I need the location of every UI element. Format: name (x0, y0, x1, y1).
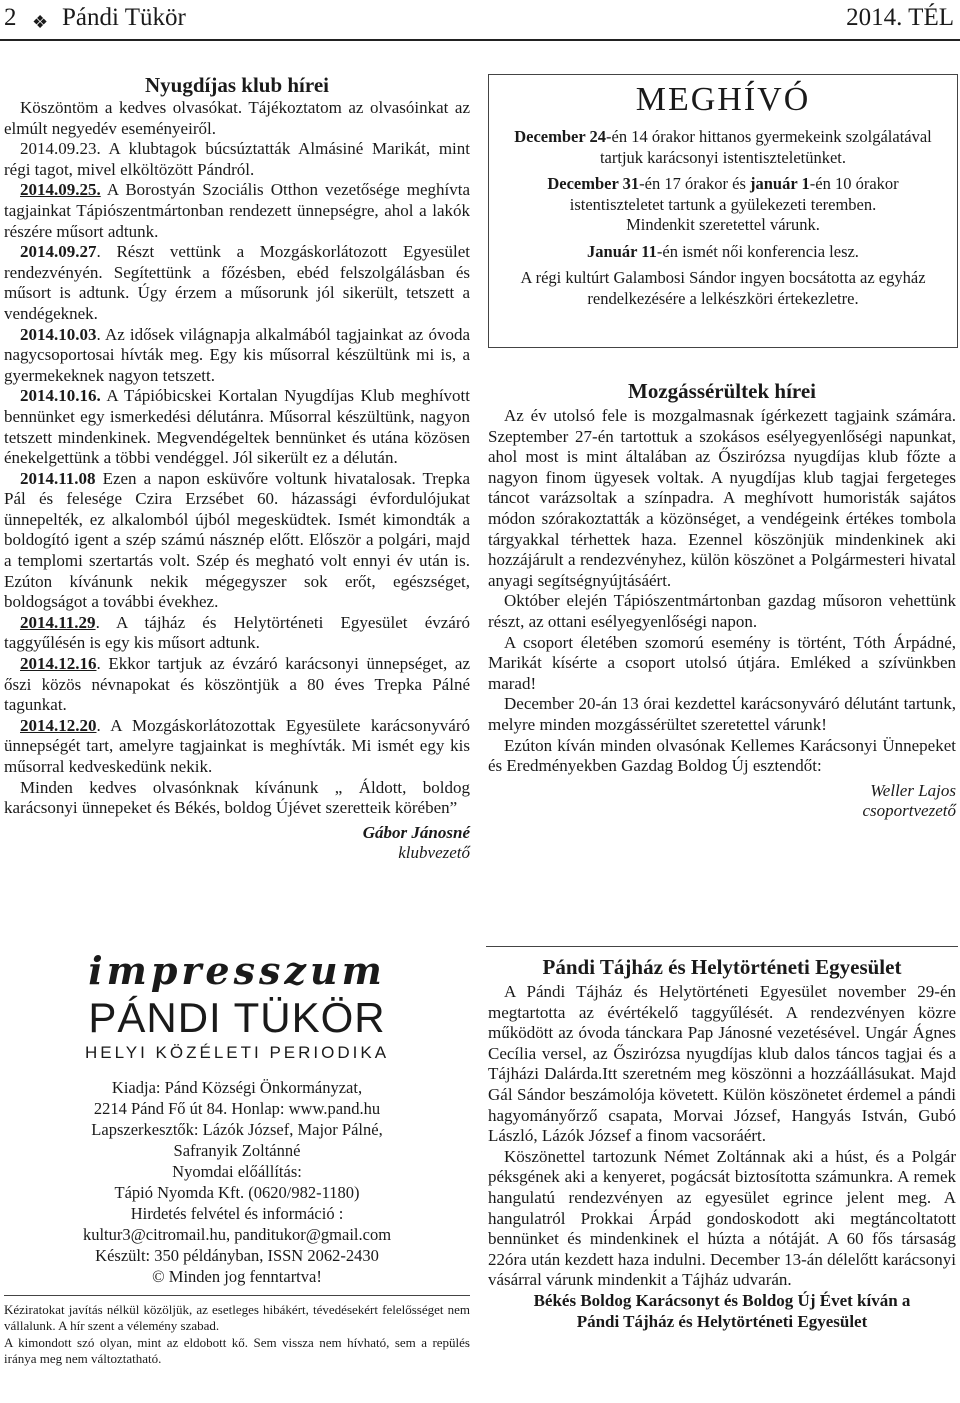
page-header (0, 0, 960, 40)
article-paragraph: A Pándi Tájház és Helytörténeti Egyesület november 29-én megtartotta az évértékelő taggyűlését. A rendezvényen közre működött az óvoda tánckara Pap Jánosné vezetésével. Ungár Ágnes Cecília versel, az Őszirózsa nyugdíjas klub dalos táncos tagjai és a Tájházi Dalárda.Itt szeretném meg köszönni a hozzáállásukat. Majd Gál Sándor beszámolója követett. Külön köszönetet érdemel a pándi hagyományőrző csapata, Morvai József, Hangyás István, Gubó László, Lázók József a finom vacsoráért. (488, 982, 956, 1146)
pensioner-club-article (4, 72, 470, 864)
invitation-title: MEGHÍVÓ (635, 81, 811, 118)
article-paragraph: Ezúton kíván minden olvasónak Kellemes Karácsonyi Ünnepeket és Eredményekben Gazdag Boldog Új esztendőt: (488, 735, 956, 776)
article-body (488, 406, 956, 777)
impresszum-line: Kiadja: Pánd Községi Önkormányzat, (111, 1078, 363, 1097)
impresszum-line: © Minden jog fenntartva! (152, 1267, 322, 1286)
entry-text: . Az idősek világnapja alkalmából tagjainkat az óvoda nagycsoportosai hívták meg. Egy kis műsorral készültünk mi is, a gyermekeknek nagyon tetszett. (4, 324, 470, 385)
article-paragraph: Köszönettel tartozunk Német Zoltánnak aki a húst, és a Polgár péksgének aki a kenyeret, pogácsát biztosította számunkra. A remek hangulatú rendezvényen az egyesület egrince jelent meg. A hangulatról Prokkai Árpád gondoskodott aki megtáncoltatott bennünket és mindenkinek el húzta a nótáját. A 60 fős társaság 22óra után kezdett haza indulni. December 13-án délelőtt karácsonyi vásárral várunk mindenkit a Tájház udvarán. (488, 1146, 956, 1290)
club-entry (4, 139, 470, 180)
issue-label: 2014. TÉL (846, 4, 954, 31)
entry-text: . Ekkor tartjuk az évzáró karácsonyi ünnepséget, az őszi közös névnapokat és köszöntjük a 80 éves Trepka Pálné tagunkat. (4, 654, 470, 715)
impresszum-line: 2214 Pánd Fő út 84. Honlap: www.pand.hu (93, 1099, 381, 1118)
invitation-p4: A régi kultúrt Galambosi Sándor ingyen bocsátotta az egyház rendelkezésére a lelkészköri értekezletre. (520, 268, 926, 308)
signature-role: klubvezető (398, 843, 470, 863)
museum-article (488, 954, 956, 1332)
section-divider (486, 946, 958, 947)
entries-list (4, 139, 470, 777)
signature-name: Weller Lajos (870, 780, 956, 800)
invitation-p2: December 31-én 17 órakor és január 1-én 10 órakor istentiszteletet tartunk a gyülekezeti teremben. (547, 174, 899, 214)
invitation-box (488, 74, 958, 348)
impresszum-line: Safranyik Zoltánné (173, 1141, 301, 1160)
disclaimer-1: Kéziratokat javítás nélkül közöljük, az esetleges hibákért, tévedésekért felelősséget nem vállalunk. A hír szent a vélemény szabad. (4, 1302, 470, 1334)
article-paragraph: Október elején Tápiószentmártonban gazdag műsoron vehettünk részt, az ottani esélyegyenlőségi napon. (488, 591, 956, 631)
article-title: Mozgássérültek hírei (628, 379, 816, 403)
article-paragraph: Az év utolsó fele is mozgalmasnak ígérkezett tagjaink számára. Szeptember 27-én tartottuk a szokásos esélyegyenlőségi napunkat, ahol most is mint általában az Őszirózsa nyugdíjas klub főzte a nagyon finom ügyesek voltak. A nyugdíjas klub tagjai fergeteges táncot varázsoltak a színpadra. A meghívott humoristák sajátos módon szórakoztatták a közönséget, a vendégeink értékes tombola tárgyakkal térhettek haza. Ezennel köszönjük mindenkinek aki hozzájárult a rendezvényhez, külön köszönet a Polgármesteri hivatal anyagi segítségnyújtásáért. (488, 406, 956, 590)
entry-text: A Tápióbicskei Kortalan Nyugdíjas Klub meghívott bennünket egy ismerkedési délutánra. Műsorral készültünk, nagyon tetszett mindenkinek. Megvendégeltek bennünket és utána közösen énekelgettünk a többi vendéggel. Jól sikerült ez a délután. (4, 386, 470, 468)
impresszum-line: Lapszerkesztők: Lázók József, Major Pálné, (91, 1120, 383, 1139)
masthead-subtitle: HELYI KÖZÉLETI PERIODIKA (84, 1043, 390, 1062)
club-entry (4, 613, 470, 654)
entry-text: . A tájház és Helytörténeti Egyesület évzáró taggyűlésén is egy kis műsort adtunk. (4, 612, 470, 653)
article-intro: Köszöntöm a kedves olvasókat. Tájékoztatom az olvasóinkat az elmúlt negyedév eseményeiről. (4, 98, 470, 138)
entry-date: 2014.09.25. (20, 180, 101, 200)
closing-line-2: Pándi Tájház és Helytörténeti Egyesület (576, 1311, 868, 1331)
page-number: 2 (4, 4, 17, 31)
entry-text: Ezen a napon esküvőre voltunk hivatalosak. Trepka Pál és felesége Czira Erzsébet 60. házassági évfordulójukat ünnepelték, ez alkalomból újból megesküdtek. Ismét kimondták a boldogító igent a szép számú násznép előtt. Először a polgári, majd a templomi szertartás volt. Szép és megható volt ennyi év után is. Ezúton kívánunk nekik mégegyszer sok erőt, egészséget, boldogságot a további évekhez. (4, 468, 470, 612)
impresszum-divider (4, 1295, 470, 1296)
masthead-name: PÁNDI TÜKÖR (88, 994, 386, 1041)
article-paragraph: A csoport életében szomorú esemény is történt, Tóth Árpádné, Marikát kísérte a csoport utolsó útjára. Emléked a szívünkben marad! (488, 632, 956, 693)
club-entry (4, 386, 470, 468)
entry-date: 2014.10.03 (20, 324, 97, 344)
publication-name: Pándi Tükör (62, 4, 186, 31)
club-entry (4, 180, 470, 242)
closing-wish: Minden kedves olvasónknak kívánunk „ Áldott, boldog karácsonyi ünnepeket és Békés, boldog Újévet szeretteik körében” (4, 777, 470, 818)
impresszum-line: kultur3@citromail.hu, panditukor@gmail.com (82, 1225, 392, 1244)
diamond-bullet-icon: ❖ (32, 12, 49, 32)
signature-name: Gábor Jánosné (362, 822, 470, 842)
disabled-group-article (488, 378, 956, 822)
entry-date: 2014.11.29 (20, 612, 96, 632)
article-title: Nyugdíjas klub hírei (144, 73, 329, 97)
impresszum-line: Tápió Nyomda Kft. (0620/982-1180) (114, 1183, 360, 1202)
entry-date: 2014.12.20 (20, 715, 97, 735)
entry-date: 2014.10.16. (20, 386, 101, 406)
invitation-p3: Január 11-én ismét női konferencia lesz. (587, 241, 859, 261)
header-rule (0, 39, 960, 41)
impresszum-line: Hirdetés felvétel és információ : (130, 1204, 344, 1223)
club-entry (4, 654, 470, 716)
entry-date: 2014.09.23. (20, 139, 101, 159)
impresszum-line: Nyomdai előállítás: (172, 1162, 302, 1181)
disclaimer-2: A kimondott szó olyan, mint az eldobott kő. Sem vissza nem hívható, sem a repülés iránya meg nem változtatható. (4, 1334, 470, 1366)
club-entry (4, 469, 470, 613)
impresszum-logo: impresszum (88, 948, 386, 993)
entry-date: 2014.12.16 (20, 654, 97, 674)
signature-role: csoportvezető (862, 801, 956, 821)
article-paragraph: December 20-án 13 órai kezdettel karácsonyváró délutánt tartunk, melyre minden mozgássérültet szeretettel várunk! (488, 694, 956, 734)
closing-line-1: Békés Boldog Karácsonyt és Boldog Új Évet kíván a (533, 1290, 911, 1310)
article-title: Pándi Tájház és Helytörténeti Egyesület (542, 955, 902, 979)
club-entry (4, 716, 470, 778)
club-entry (4, 325, 470, 387)
entry-text: A Borostyán Szociális Otthon vezetősége meghívta tagjainkat Tápiószentmártonban rendezett ünnepségre, ahol a lakók részére műsort adtunk. (4, 180, 470, 241)
impresszum-block (4, 948, 470, 1367)
entry-date: 2014.11.08 (20, 468, 96, 488)
entry-text: . Részt vettünk a Mozgáskorlátozott Egyesület rendezvényén. Segítettünk a főzésben, ebéd felszolgálásban és műsort is adtunk. Úgy érzem a műsorunk jól sikerült, tetszett a vendégeknek. (4, 242, 470, 323)
club-entry (4, 242, 470, 324)
entry-text: . A Mozgáskorlátozottak Egyesülete karácsonyváró ünnepségét tart, amelyre tagjainkat is meghívták. Mi ismét egy kis műsorral kedveskedünk nekik. (4, 715, 470, 776)
entry-text: A klubtagok búcsúztatták Almásiné Marikát, mint régi tagot, mivel elköltözött Pándról. (4, 139, 470, 179)
entry-date: 2014.09.27 (20, 242, 97, 262)
impresszum-lines (4, 1077, 470, 1287)
impresszum-line: Készült: 350 példányban, ISSN 2062-2430 (95, 1246, 379, 1265)
article-body (488, 982, 956, 1291)
invitation-welcome: Mindenkit szeretettel várunk. (626, 215, 820, 234)
invitation-p1: December 24-én 14 órakor hittanos gyermekeink szolgálatával tartjuk karácsonyi istentiszteletünket. (514, 127, 932, 167)
